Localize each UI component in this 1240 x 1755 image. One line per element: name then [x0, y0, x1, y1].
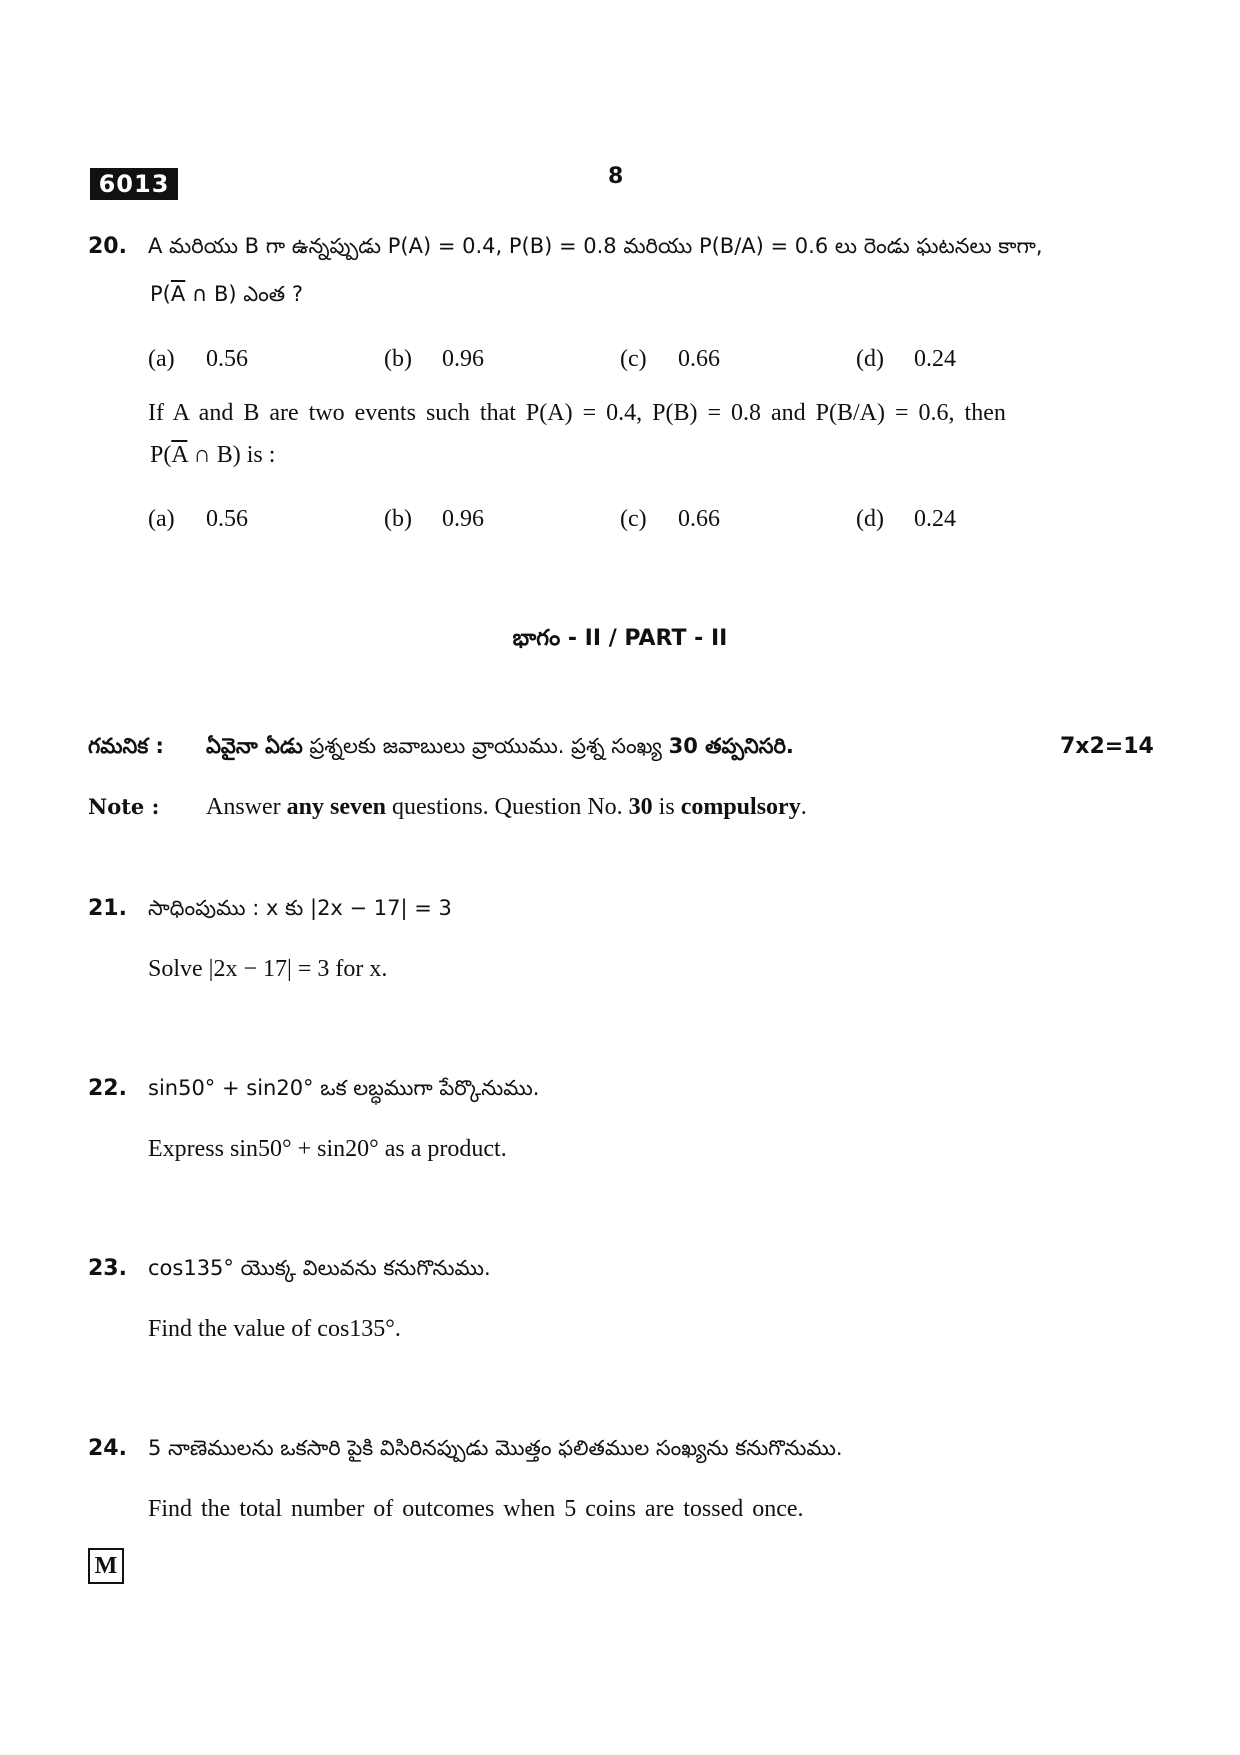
note-telugu-bold: ఏవైనా ఏడు	[206, 734, 303, 758]
q20-english-line1: If A and B are two events such that P(A) = 0.4, P(B) = 0.8 and P(B/A) = 0.6, then	[148, 400, 1006, 426]
q20-telugu-line2-complement: $\overline{A}$	[170, 282, 186, 306]
q21-telugu: సాధింపుము : x కు |2x − 17| = 3	[148, 896, 452, 920]
option-value: 0.96	[442, 346, 484, 372]
footer-mark-box: M	[88, 1548, 124, 1584]
q20-option-b-telugu	[384, 346, 484, 373]
option-value: 0.56	[206, 506, 248, 532]
option-label: (d)	[856, 346, 884, 372]
note-english-bold2: compulsory	[680, 794, 801, 820]
option-label: (d)	[856, 506, 884, 532]
page-number: 8	[608, 164, 624, 189]
q24-telugu: 5 నాణెములను ఒకసారి పైకి విసిరినప్పుడు మొత్తం ఫలితముల సంఖ్యను కనుగొనుము.	[148, 1436, 843, 1460]
q20-option-a-telugu	[148, 346, 248, 373]
note-telugu-text	[206, 734, 794, 764]
question-number-20: 20.	[88, 234, 127, 259]
note-telugu-number: 30	[668, 734, 698, 758]
part-heading: భాగం - II / PART - II	[512, 626, 728, 651]
q22-telugu: sin50° + sin20° ఒక లబ్ధముగా పేర్కొనుము.	[148, 1076, 540, 1100]
q20-telugu-line2-pre: P(	[150, 282, 171, 306]
note-english-text	[206, 794, 807, 821]
note-english-bold1: any seven	[286, 794, 386, 820]
q20-option-c-telugu	[620, 346, 720, 373]
note-english-part4: .	[800, 794, 807, 820]
q20-option-c-english	[620, 506, 720, 533]
q20-english-line2-pre: P(	[150, 442, 172, 468]
option-value: 0.66	[678, 346, 720, 372]
question-number-21: 21.	[88, 896, 127, 921]
option-label: (a)	[148, 506, 175, 532]
note-english-part1: Answer	[206, 794, 287, 820]
note-english-part3: is	[652, 794, 681, 820]
marks-scheme: 7x2=14	[1060, 734, 1154, 759]
option-value: 0.24	[914, 506, 956, 532]
option-label: (b)	[384, 346, 412, 372]
q20-option-d-english	[856, 506, 956, 533]
q23-telugu: cos135° యొక్క విలువను కనుగొనుము.	[148, 1256, 491, 1280]
option-value: 0.66	[678, 506, 720, 532]
option-value: 0.24	[914, 346, 956, 372]
q20-english-line2-post: ∩ B) is :	[187, 442, 276, 468]
q23-english: Find the value of cos135°.	[148, 1316, 401, 1342]
option-value: 0.96	[442, 506, 484, 532]
q20-telugu-line2	[150, 282, 303, 312]
note-telugu-tail: తప్పనిసరి.	[697, 734, 794, 758]
option-label: (a)	[148, 346, 175, 372]
note-english-label: Note :	[88, 794, 160, 819]
q24-english: Find the total number of outcomes when 5 coins are tossed once.	[148, 1496, 804, 1522]
q21-english: Solve |2x − 17| = 3 for x.	[148, 956, 388, 982]
note-english-number: 30	[628, 794, 653, 820]
paper-code: 6013	[90, 168, 178, 200]
note-telugu-body: ప్రశ్నలకు జవాబులు వ్రాయుము. ప్రశ్న సంఖ్య	[302, 734, 669, 758]
q20-option-b-english	[384, 506, 484, 533]
note-telugu-label: గమనిక :	[88, 734, 164, 758]
note-english-part2: questions. Question No.	[386, 794, 629, 820]
question-number-22: 22.	[88, 1076, 127, 1101]
q20-english-line2	[150, 442, 275, 469]
option-label: (b)	[384, 506, 412, 532]
q20-option-d-telugu	[856, 346, 956, 373]
option-label: (c)	[620, 506, 647, 532]
q20-telugu-line1: A మరియు B గా ఉన్నప్పుడు P(A) = 0.4, P(B) = 0.8 మరియు P(B/A) = 0.6 లు రెండు ఘటనలు కాగా,	[148, 234, 1043, 258]
question-number-24: 24.	[88, 1436, 127, 1461]
q22-english: Express sin50° + sin20° as a product.	[148, 1136, 507, 1162]
q20-option-a-english	[148, 506, 248, 533]
option-value: 0.56	[206, 346, 248, 372]
question-number-23: 23.	[88, 1256, 127, 1281]
option-label: (c)	[620, 346, 647, 372]
q20-english-line2-complement: $\overline{A}$	[171, 442, 188, 468]
q20-telugu-line2-post: ∩ B) ఎంత ?	[185, 282, 303, 306]
